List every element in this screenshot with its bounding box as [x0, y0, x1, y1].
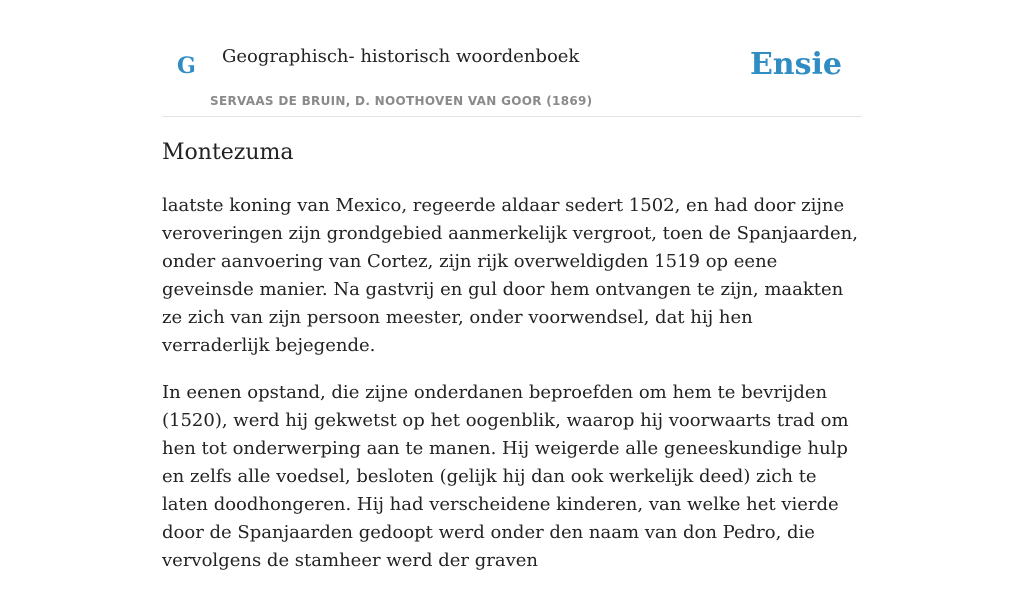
book-title[interactable]: Geographisch- historisch woordenboek [222, 46, 580, 67]
article-paragraph: In eenen opstand, die zijne onderdanen beproefden om hem te bevrijden (1520), werd hij gekwetst op het oogenblik, waarop hij voorwaarts trad om hen tot onderwerping aan te manen. Hij weigerde alle geneeskundige hulp en zelfs alle voedsel, besloten (gelijk hij dan ook werkelijk deed) zich te laten doodhongeren. Hij had verscheidene kinderen, van welke het vierde door de Spanjaarden gedoopt werd onder den naam van don Pedro, die vervolgens de stamheer werd der graven [162, 382, 849, 571]
book-authors: SERVAAS DE BRUIN, D. NOOTHOVEN VAN GOOR (1869) [210, 94, 593, 108]
page-title: Montezuma [162, 140, 294, 165]
brand-logo[interactable]: Ensie [749, 47, 842, 82]
book-logo-icon[interactable]: G [177, 53, 196, 79]
article-paragraph: laatste koning van Mexico, regeerde aldaar sedert 1502, en had door zijne veroveringen zijn grondgebied aanmerkelijk vergroot, toen de Spanjaarden, onder aanvoering van Cortez, zijn rijk overweldigden 1519 op eene geveinsde manier. Na gastvrij en gul door hem ontvangen te zijn, maakten ze zich van zijn persoon meester, onder voorwendsel, dat hij hen verraderlijk bejegende. [162, 195, 858, 356]
article-body [162, 192, 862, 594]
header [162, 0, 862, 117]
